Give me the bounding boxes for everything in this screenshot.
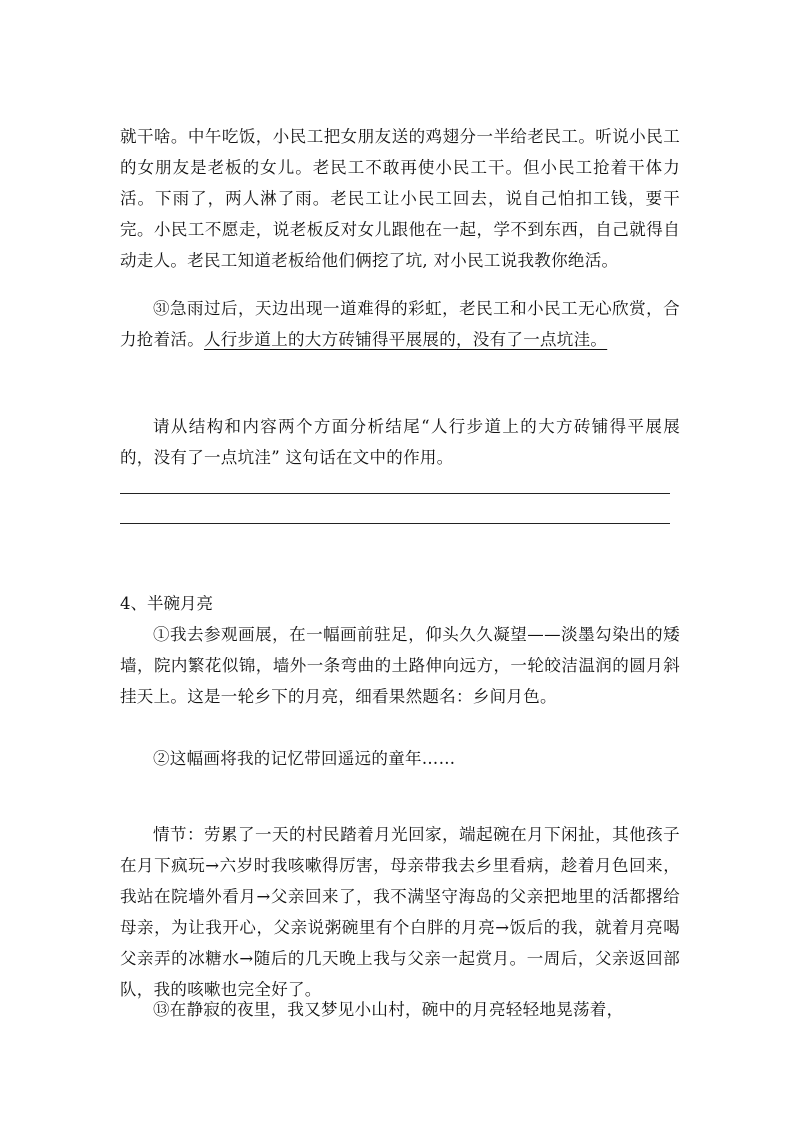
story4-paragraph-13: ⑬在静寂的夜里，我又梦见小山村，碗中的月亮轻轻地晃荡着， xyxy=(153,1000,624,1019)
story4-paragraph-2: ②这幅画将我的记忆带回遥远的童年…… xyxy=(153,749,456,768)
paragraph-31 xyxy=(120,293,680,355)
answer-line-1[interactable] xyxy=(120,493,670,494)
paragraph-31-lead: ㉛急雨过后，天边出现一道难得的彩虹，老民工和小民工无心欣赏，合力抢着活。 xyxy=(120,299,680,349)
answer-line-2[interactable] xyxy=(120,523,670,524)
story4-paragraph-1: ①我去参观画展，在一幅画前驻足，仰头久久凝望——淡墨勾染出的矮墙，院内繁花似锦，墙外一条弯曲的土路伸向远方，一轮皎洁温润的圆月斜挂天上。这是一轮乡下的月亮，细看果然题名：乡间月色。 xyxy=(120,625,680,706)
question-text: 请从结构和内容两个方面分析结尾“人行步道上的大方砖铺得平展展的，没有了一点坑洼” 这句话在文中的作用。 xyxy=(120,417,680,467)
story-summary-paragraph: 就干啥。中午吃饭，小民工把女朋友送的鸡翅分一半给老民工。听说小民工的女朋友是老板的女儿。老民工不敢再使小民工干。但小民工抢着干体力活。下雨了，两人淋了雨。老民工让小民工回去，说自己怕扣工钱，要干完。小民工不愿走，说老板反对女儿跟他在一起，学不到东西，自己就得自动走人。老民工知道老板给他们俩挖了坑, 对小民工说我教你绝活。 xyxy=(120,127,680,270)
plot-summary: 情节：劳累了一天的村民踏着月光回家，端起碗在月下闲扯，其他孩子在月下疯玩→六岁时我咳嗽得厉害，母亲带我去乡里看病，趁着月色回来，我站在院墙外看月→父亲回来了，我不满坚守海岛的父亲把地里的活都撂给母亲，为让我开心，父亲说粥碗里有个白胖的月亮→饭后的我，就着月亮喝父亲弄的冰糖水→随后的几天晚上我与父亲一起赏月。一周后，父亲返回部队，我的咳嗽也完全好了。 xyxy=(120,825,680,999)
section-4-title: 4、半碗月亮 xyxy=(120,594,213,613)
paragraph-31-underlined-sentence: 人行步道上的大方砖铺得平展展的，没有了一点坑洼。 xyxy=(204,330,608,349)
